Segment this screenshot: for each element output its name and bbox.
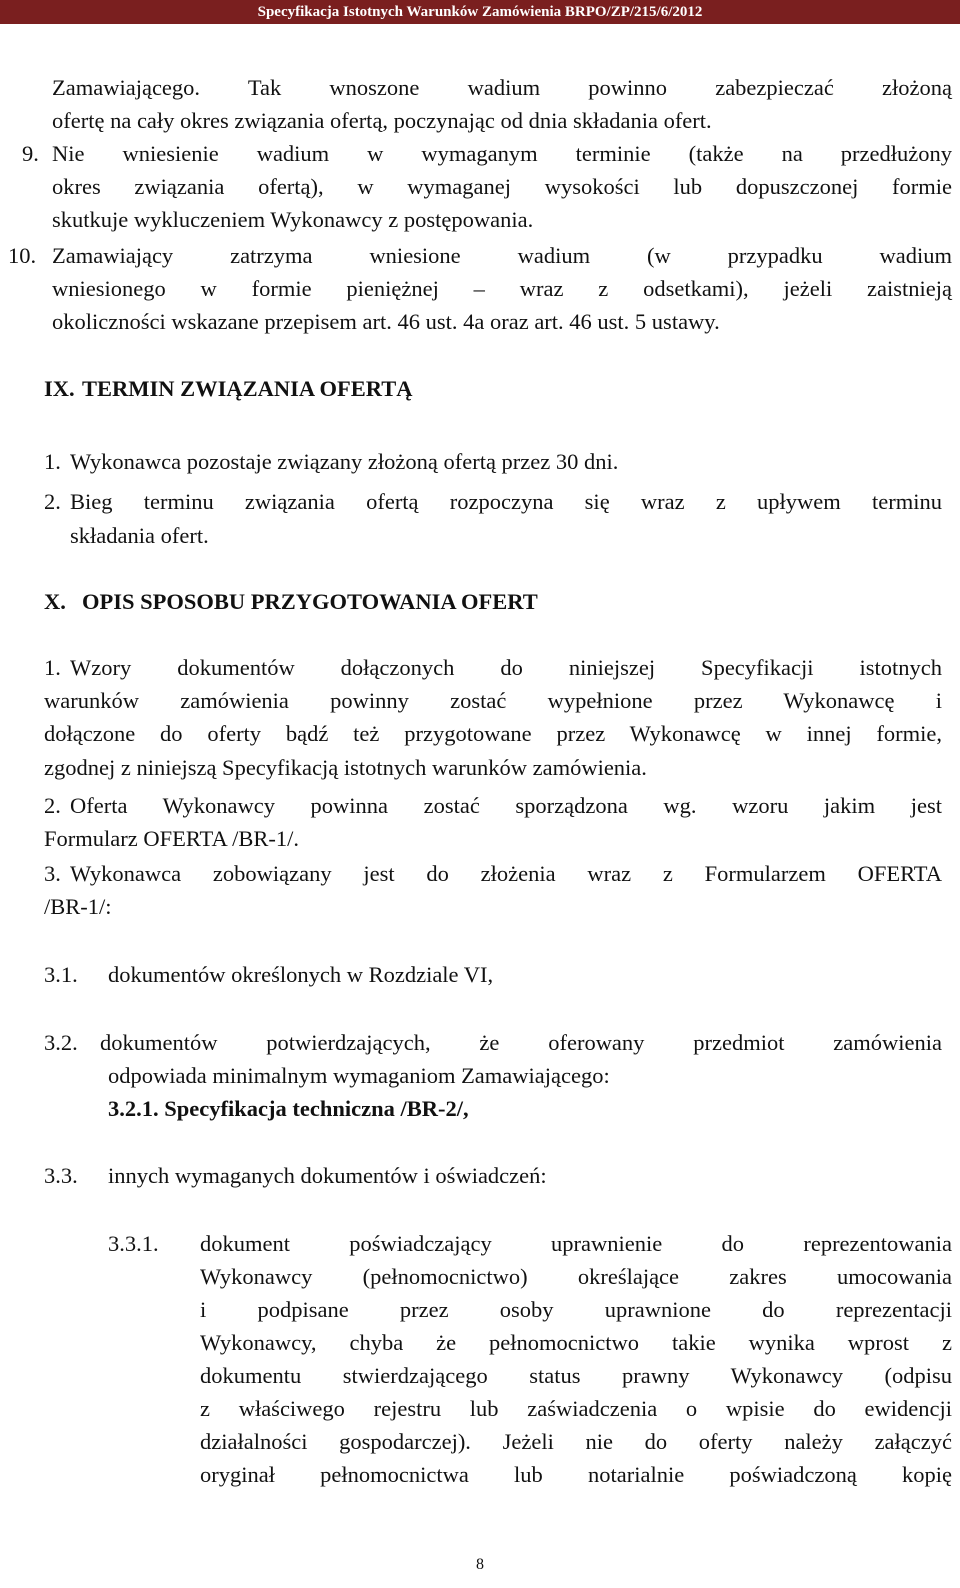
list-item-line: Wzory dokumentów dołączonych do niniejszej Specyfikacji istotnych <box>70 655 942 680</box>
list-item-line: /BR-1/: <box>44 894 112 919</box>
sub-list-item-line: dokumentów potwierdzających, że oferowany przedmiot zamówienia <box>100 1030 942 1055</box>
section-number: IX. <box>44 376 75 401</box>
list-item-line: Bieg terminu związania ofertą rozpoczyna się wraz z upływem terminu <box>70 489 942 514</box>
sub-list-item-line: odpowiada minimalnym wymaganiom Zamawiającego: <box>108 1063 610 1088</box>
sub-sub-list-item-line: dokument poświadczający uprawnienie do reprezentowania <box>200 1231 952 1256</box>
list-item-line: skutkuje wykluczeniem Wykonawcy z postępowania. <box>52 207 534 232</box>
paragraph-line: Zamawiającego. Tak wnoszone wadium powinno zabezpieczać złożoną <box>52 75 952 100</box>
list-number: 2. <box>44 489 61 514</box>
section-title: TERMIN ZWIĄZANIA OFERTĄ <box>82 376 413 401</box>
sub-sub-list-item-line: z właściwego rejestru lub zaświadczenia o wpisie do ewidencji <box>200 1396 952 1421</box>
list-item-line: dołączone do oferty bądź też przygotowane przez Wykonawcę w innej formie, <box>44 721 942 746</box>
list-item-line: warunków zamówienia powinny zostać wypełnione przez Wykonawcę i <box>44 688 942 713</box>
list-number: 3. <box>44 861 61 886</box>
sub-sub-list-item-line: działalności gospodarczej). Jeżeli nie do oferty należy załączyć <box>200 1429 952 1454</box>
list-item-line: składania ofert. <box>70 523 209 548</box>
document-header <box>0 0 960 24</box>
sub-sub-list-item-line: Wykonawcy, chyba że pełnomocnictwo takie wynika wprost z <box>200 1330 952 1355</box>
list-item-line: Nie wniesienie wadium w wymaganym terminie (także na przedłużony <box>52 141 952 166</box>
sub-list-number: 3.2. <box>44 1030 78 1055</box>
sub-sub-list-item-line: oryginał pełnomocnictwa lub notarialnie poświadczoną kopię <box>200 1462 952 1487</box>
header-title: Specyfikacja Istotnych Warunków Zamówienia BRPO/ZP/215/6/2012 <box>257 3 703 20</box>
list-item-line: Wykonawca zobowiązany jest do złożenia wraz z Formularzem OFERTA <box>70 861 942 886</box>
sub-sub-list-item-line: Wykonawcy (pełnomocnictwo) określające zakres umocowania <box>200 1264 952 1289</box>
list-item-line: okoliczności wskazane przepisem art. 46 ust. 4a oraz art. 46 ust. 5 ustawy. <box>52 309 720 334</box>
sub-sub-list-item: 3.2.1. Specyfikacja techniczna /BR-2/, <box>108 1096 469 1121</box>
list-item-line: Wykonawca pozostaje związany złożoną ofertą przez 30 dni. <box>70 449 619 474</box>
list-item-line: zgodnej z niniejszą Specyfikacją istotnych warunków zamówienia. <box>44 755 647 780</box>
sub-sub-list-number: 3.3.1. <box>108 1231 159 1256</box>
list-number: 9. <box>22 141 39 166</box>
sub-sub-list-item-line: dokumentu stwierdzającego status prawny Wykonawcy (odpisu <box>200 1363 952 1388</box>
sub-list-number: 3.3. <box>44 1163 78 1188</box>
list-item-line: Oferta Wykonawcy powinna zostać sporządzona wg. wzoru jakim jest <box>70 793 942 818</box>
list-number: 2. <box>44 793 61 818</box>
list-item-line: okres związania ofertą), w wymaganej wysokości lub dopuszczonej formie <box>52 174 952 199</box>
sub-list-item-line: innych wymaganych dokumentów i oświadczeń: <box>108 1163 547 1188</box>
list-item-line: Zamawiający zatrzyma wniesione wadium (w przypadku wadium <box>52 243 952 268</box>
section-number: X. <box>44 589 66 614</box>
sub-sub-list-item-line: i podpisane przez osoby uprawnione do reprezentacji <box>200 1297 952 1322</box>
sub-list-item-line: dokumentów określonych w Rozdziale VI, <box>108 962 494 987</box>
list-item-line: Formularz OFERTA /BR-1/. <box>44 826 299 851</box>
list-number: 1. <box>44 449 61 474</box>
list-number: 1. <box>44 655 61 680</box>
list-item-line: wniesionego w formie pieniężnej – wraz z odsetkami), jeżeli zaistnieją <box>52 276 952 301</box>
section-title: OPIS SPOSOBU PRZYGOTOWANIA OFERT <box>82 589 538 614</box>
page-number: 8 <box>476 1556 484 1573</box>
sub-list-number: 3.1. <box>44 962 78 987</box>
paragraph-line: ofertę na cały okres związania ofertą, poczynając od dnia składania ofert. <box>52 108 712 133</box>
list-number: 10. <box>8 243 37 268</box>
